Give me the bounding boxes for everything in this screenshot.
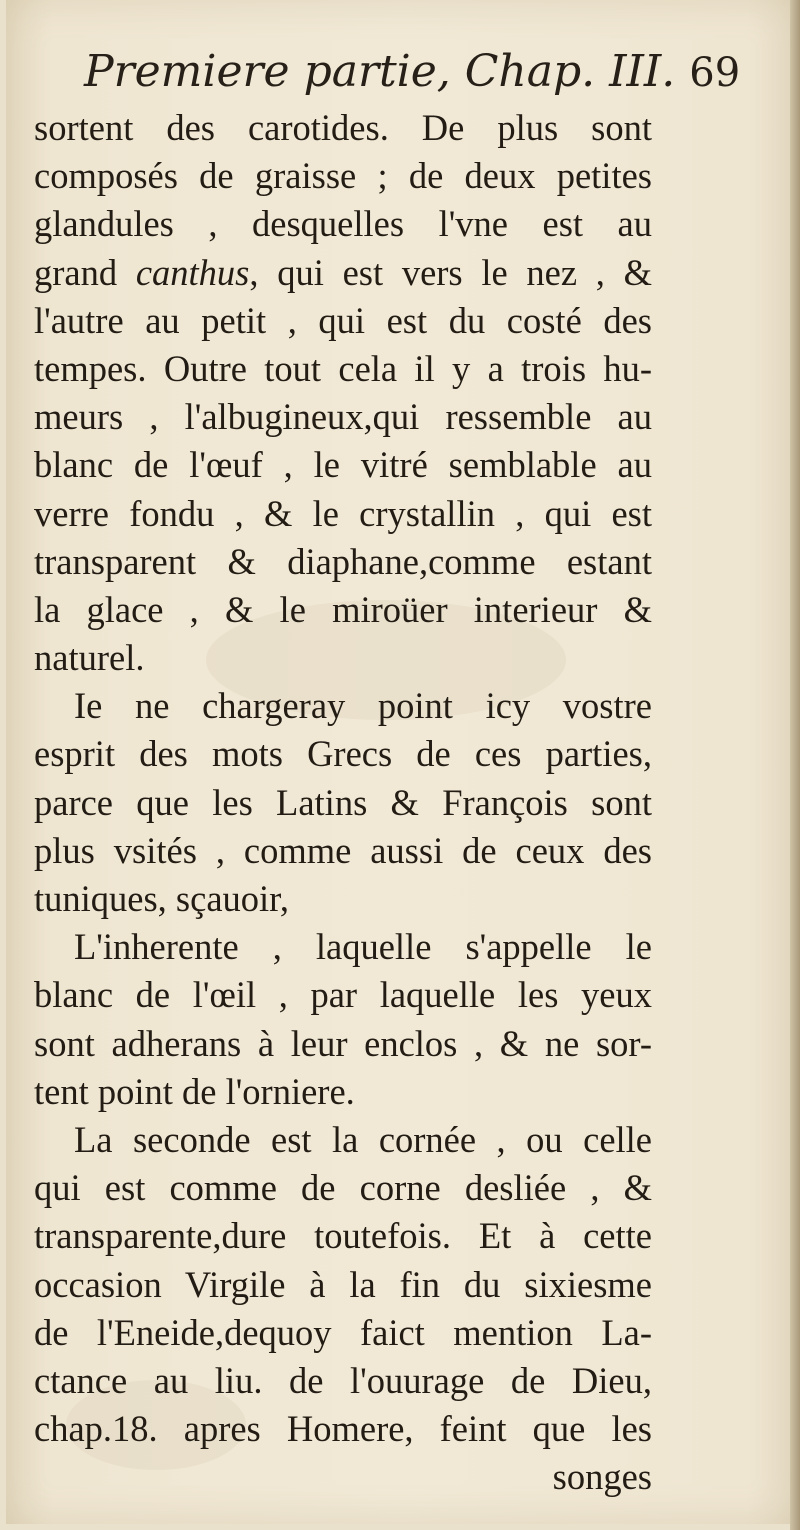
text-line: grand canthus, qui est vers le nez , &	[34, 251, 652, 293]
italic-term: canthus	[135, 251, 250, 293]
text-line: composés de graisse ; de deux petites	[34, 155, 652, 197]
text-line: tuniques, sçauoir,	[34, 878, 290, 919]
text-line: blanc de l'œil , par laquelle les yeux	[34, 974, 652, 1016]
text-line: l'autre au petit , qui est du costé des	[34, 299, 652, 341]
text-line: blanc de l'œuf , le vitré semblable au	[34, 444, 652, 486]
text-line: parce que les Latins & François sont	[34, 781, 652, 823]
text-line: sont adherans à leur enclos , & ne sor-	[34, 1022, 652, 1064]
text-line: la glace , & le miroüer interieur &	[34, 588, 652, 630]
running-title: Premiere partie, Chap. III.	[84, 46, 676, 97]
text-line: esprit des mots Grecs de ces parties,	[34, 733, 652, 775]
text-line: qui est comme de corne desliée , &	[34, 1167, 652, 1209]
running-header	[84, 40, 741, 104]
text-line: sortent des carotides. De plus sont	[34, 107, 652, 148]
catchword: songes	[552, 1456, 652, 1498]
text-line: glandules , desquelles l'vne est au	[34, 203, 652, 245]
text-line: occasion Virgile à la fin du sixiesme	[34, 1263, 652, 1305]
text-line: L'inherente , laquelle s'appelle le	[74, 926, 652, 968]
text-line: de l'Eneide,dequoy faict mention La-	[34, 1311, 652, 1353]
text-line: La seconde est la cornée , ou celle	[74, 1118, 652, 1160]
text-line: Ie ne chargeray point icy vostre	[74, 685, 652, 727]
text-line: tent point de l'orniere.	[34, 1070, 355, 1112]
text-line: transparente,dure toutefois. Et à cette	[34, 1215, 652, 1257]
page-number: 69	[689, 50, 741, 96]
text-line: meurs , l'albugineux,qui ressemble au	[34, 396, 652, 438]
book-page	[6, 0, 794, 1524]
page-edge	[790, 0, 800, 1530]
body-text	[34, 104, 652, 1501]
text-line: ctance au liu. de l'ouurage de Dieu,	[34, 1359, 652, 1401]
text-line: verre fondu , & le crystallin , qui est	[34, 492, 652, 534]
text-line: chap.18. apres Homere, feint que les	[34, 1408, 652, 1450]
text-line: plus vsités , comme aussi de ceux des	[34, 829, 652, 871]
text-line: transparent & diaphane,comme estant	[34, 540, 652, 582]
text-line: tempes. Outre tout cela il y a trois hu-	[34, 347, 652, 389]
text-line: naturel.	[34, 637, 145, 679]
